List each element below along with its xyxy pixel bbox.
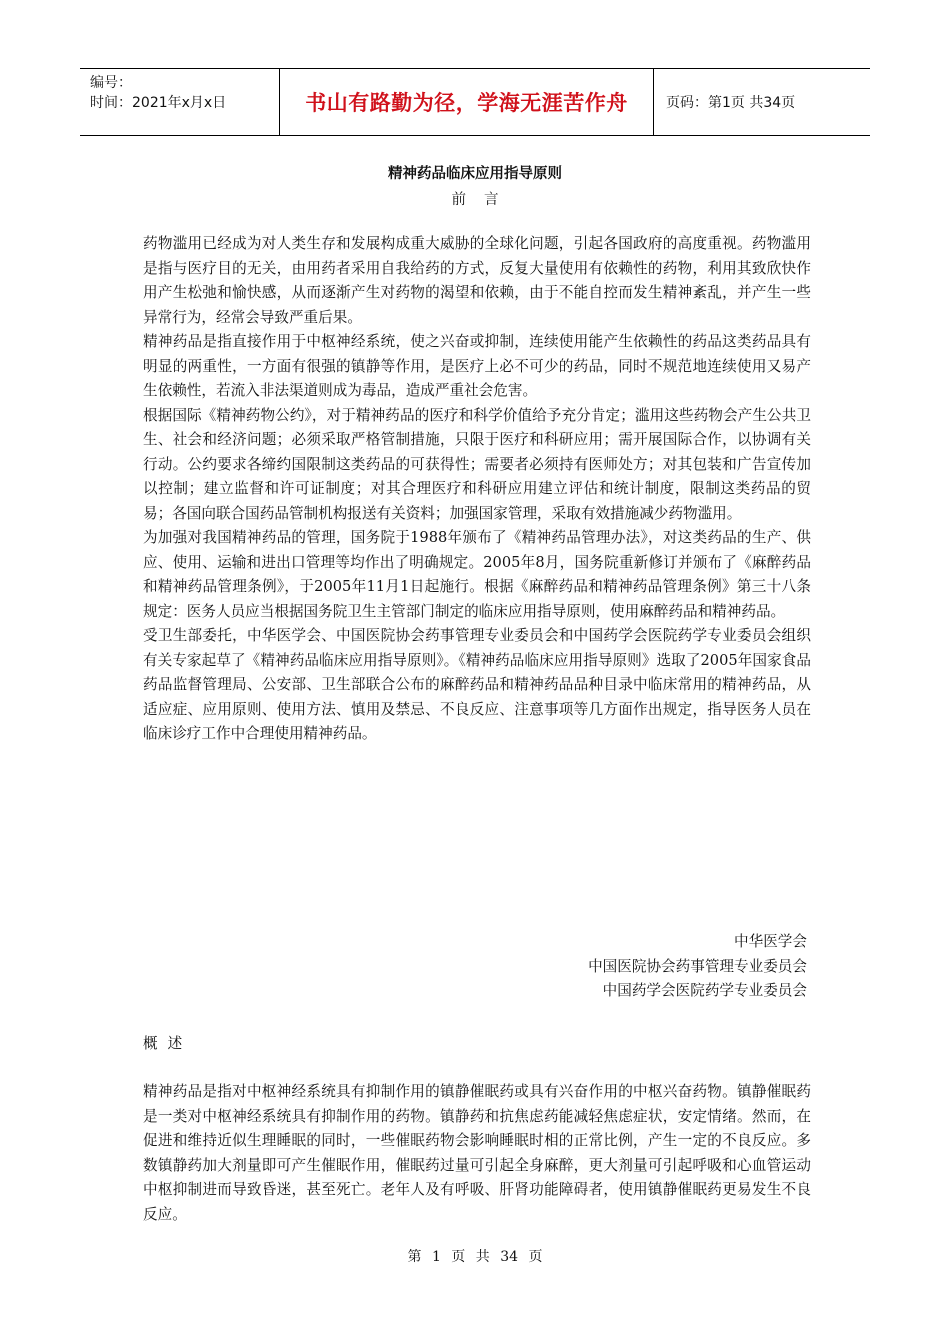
preface-paragraph: 根据国际《精神药物公约》，对于精神药品的医疗和科学价值给予充分肯定；滥用这些药物会产生公共卫生、社会和经济问题；必须采取严格管制措施，只限于医疗和科研应用；需开展国际合作，以协调有关行动。公约要求各缔约国限制这类药品的可获得性；需要者必须持有医师处方；对其包装和广告宣传加以控制；建立监督和许可证制度；对其合理医疗和科研应用建立评估和统计制度，限制这类药品的贸易；各国向联合国药品管制机构报送有关资料；加强国家管理，采取有效措施减少药物滥用。 [143,406,811,522]
header-page-info: 页码：第1页 共34页 [666,95,796,111]
document-title: 精神药品临床应用指导原则 [388,166,562,182]
page-footer: 第 1 页 共 34 页 [407,1249,543,1265]
signature-line: 中国药学会医院药学专业委员会 [602,982,807,999]
overview-body [143,1080,811,1227]
number-label: 编号： [90,75,132,91]
overview-heading: 概述 [143,1035,193,1052]
header-motto: 书山有路勤为径，学海无涯苦作舟 [280,69,654,135]
preface-paragraph: 药物滥用已经成为对人类生存和发展构成重大威胁的全球化问题，引起各国政府的高度重视。药物滥用是指与医疗目的无关，由用药者采用自我给药的方式，反复大量使用有依赖性的药物，利用其致欣快作用产生松弛和愉快感，从而逐渐产生对药物的渴望和依赖，由于不能自控而发生精神紊乱，并产生一些异常行为，经常会导致严重后果。 [143,235,811,326]
page-header [80,68,870,136]
preface-paragraph: 精神药品是指直接作用于中枢神经系统，使之兴奋或抑制，连续使用能产生依赖性的药品这类药品具有明显的两重性，一方面有很强的镇静等作用，是医疗上必不可少的药品，同时不规范地连续使用又易产生依赖性，若流入非法渠道则成为毒品，造成严重社会危害。 [143,333,811,399]
preface-paragraph: 受卫生部委托，中华医学会、中国医院协会药事管理专业委员会和中国药学会医院药学专业委员会组织有关专家起草了《精神药品临床应用指导原则》。《精神药品临床应用指导原则》选取了2005年国家食品药品监督管理局、公安部、卫生部联合公布的麻醉药品和精神药品品种目录中临床常用的精神药品，从适应症、应用原则、使用方法、慎用及禁忌、不良反应、注意事项等几方面作出规定，指导医务人员在临床诊疗工作中合理使用精神药品。 [143,627,811,742]
signature-line: 中华医学会 [734,933,807,950]
signature-block [588,930,807,1004]
header-meta [80,69,280,135]
overview-paragraph: 精神药品是指对中枢神经系统具有抑制作用的镇静催眠药或具有兴奋作用的中枢兴奋药物。镇静催眠药是一类对中枢神经系统具有抑制作用的药物。镇静药和抗焦虑药能减轻焦虑症状，安定情绪。然而，在促进和维持近似生理睡眠的同时，一些催眠药物会影响睡眠时相的正常比例，产生一定的不良反应。多数镇静药加大剂量即可产生催眠作用，催眠药过量可引起全身麻醉，更大剂量可引起呼吸和心血管运动中枢抑制进而导致昏迷，甚至死亡。老年人及有呼吸、肝肾功能障碍者，使用镇静催眠药更易发生不良反应。 [143,1083,811,1223]
preface-body [143,232,811,747]
time-label: 时间：2021年x月x日 [90,95,227,111]
preface-paragraph: 为加强对我国精神药品的管理，国务院于1988年颁布了《精神药品管理办法》，对这类药品的生产、供应、使用、运输和进出口管理等均作出了明确规定。2005年8月，国务院重新修订并颁布了《麻醉药品和精神药品管理条例》，于2005年11月1日起施行。根据《麻醉药品和精神药品管理条例》第三十八条规定：医务人员应当根据国务院卫生主管部门制定的临床应用指导原则，使用麻醉药品和精神药品。 [143,529,811,620]
signature-line: 中国医院协会药事管理专业委员会 [588,957,807,975]
preface-heading: 前言 [451,192,517,208]
